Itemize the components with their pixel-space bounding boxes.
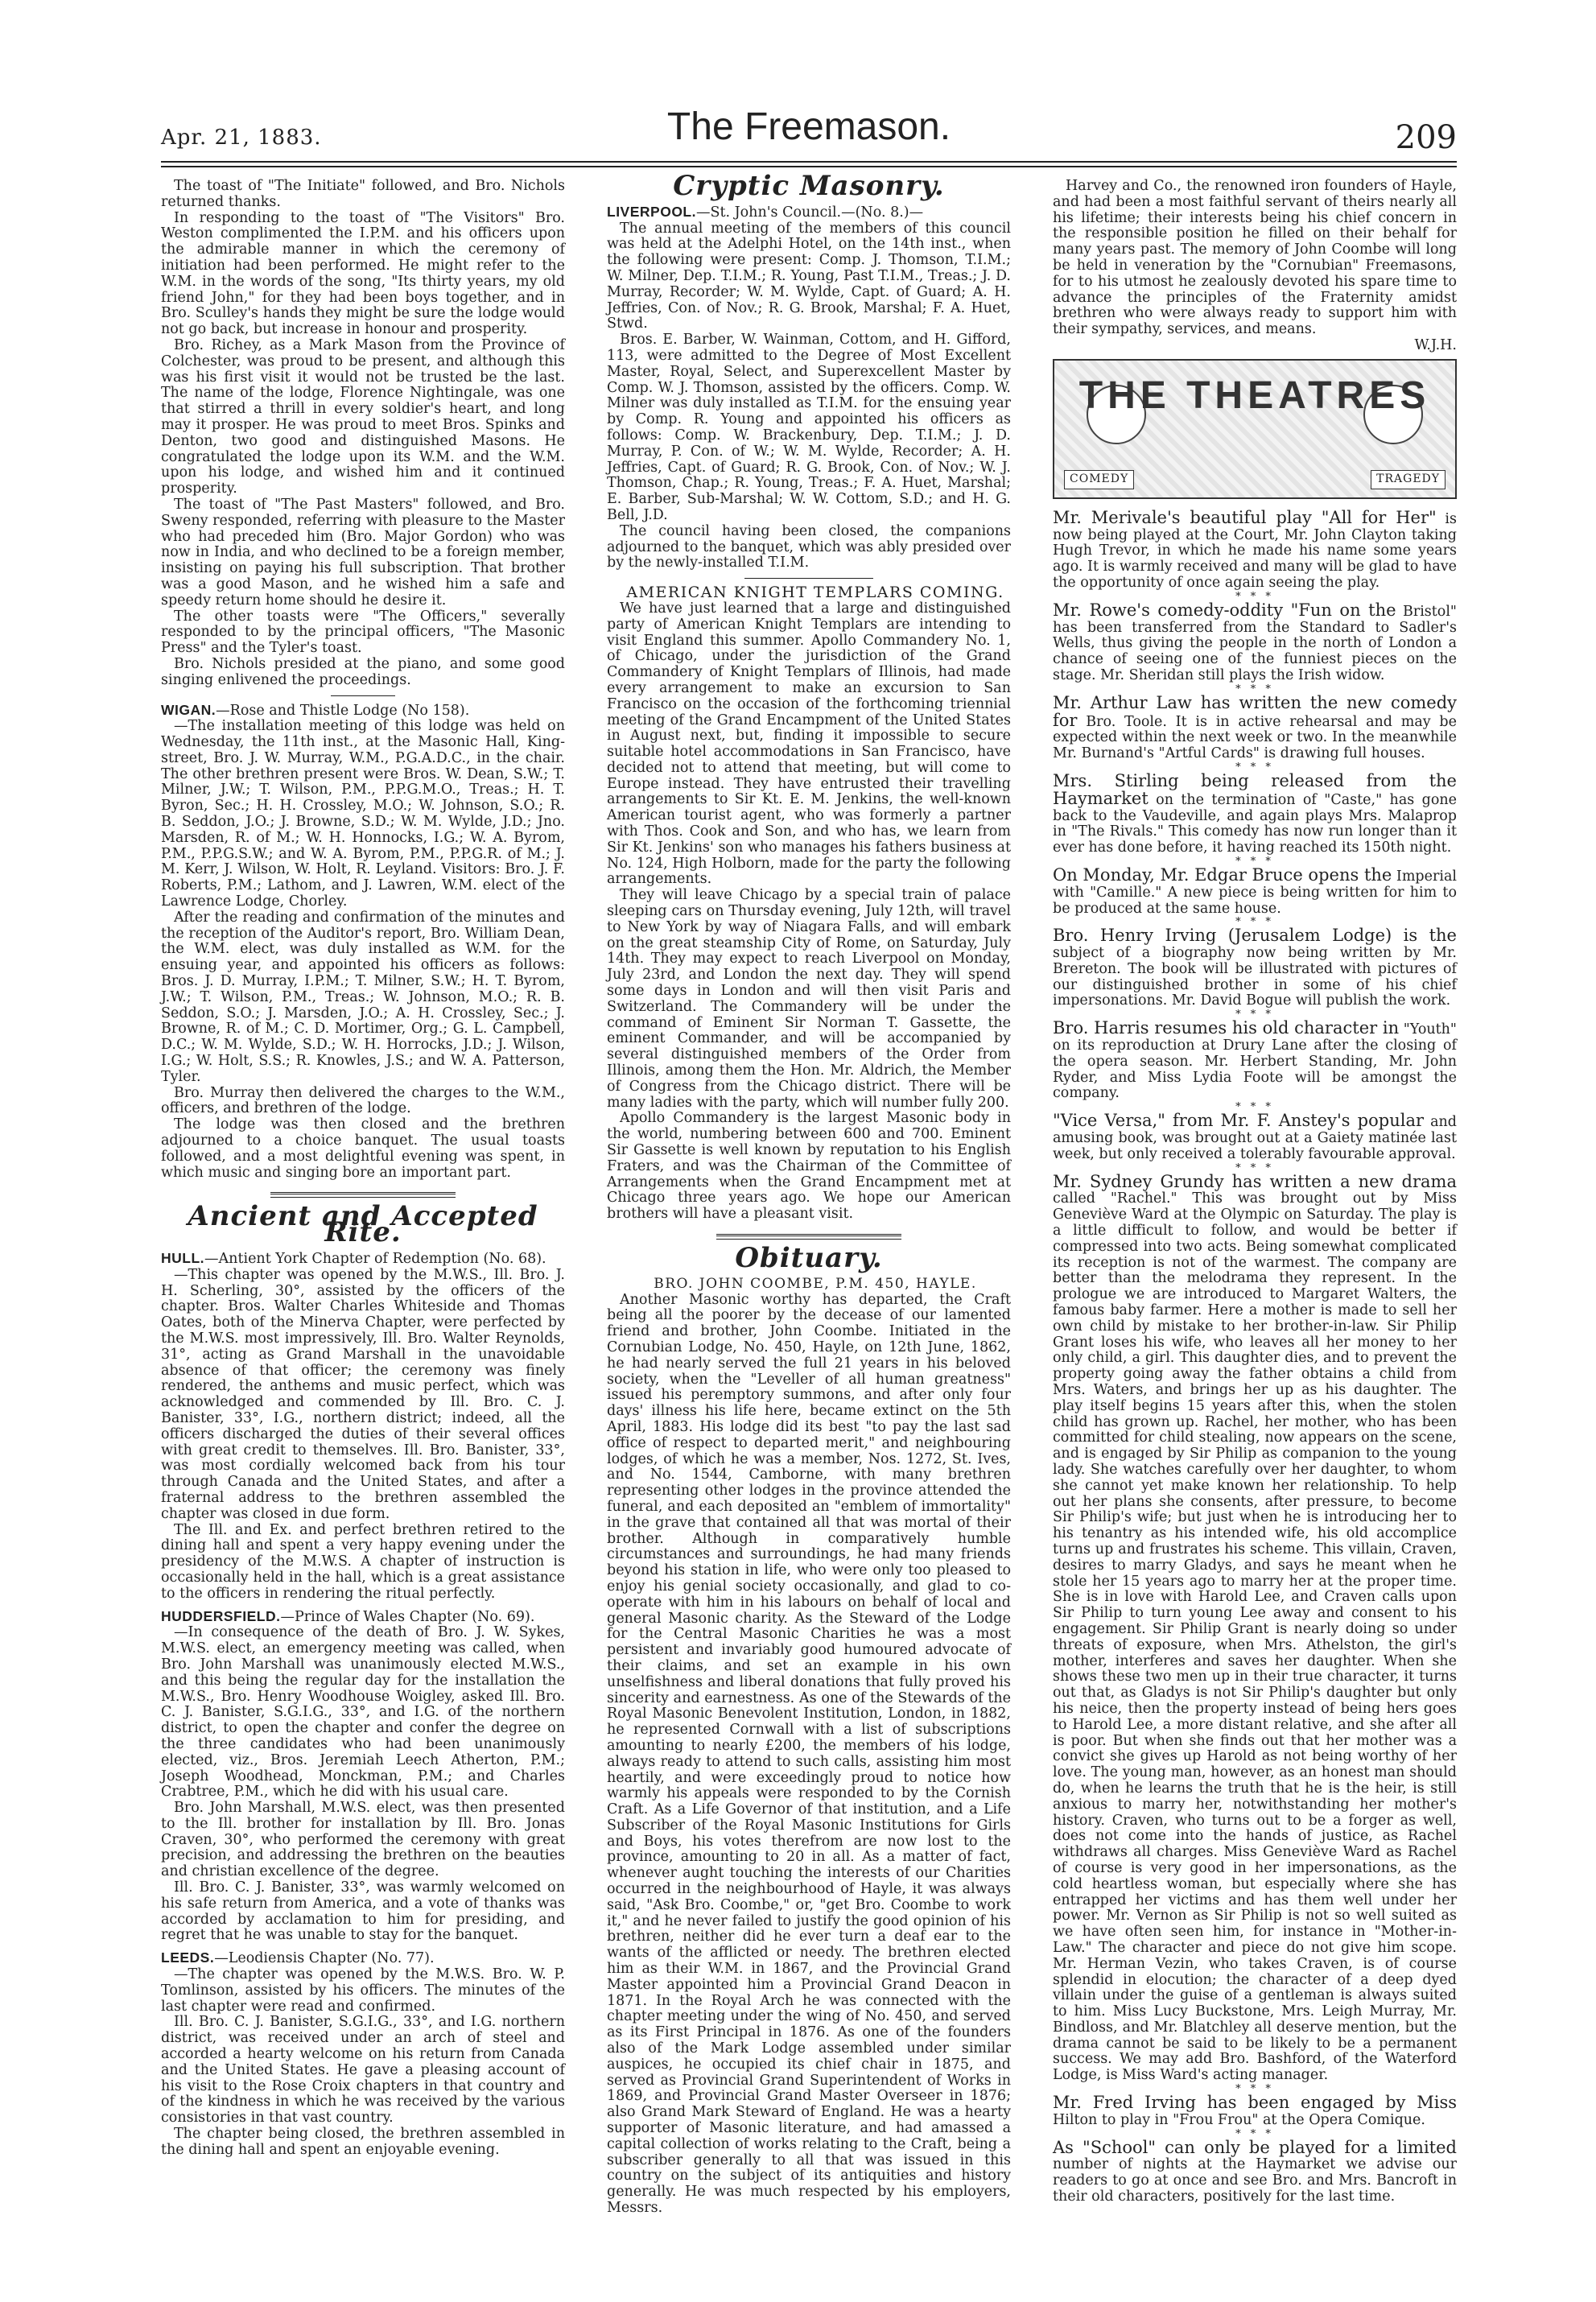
separator-stars: * * *	[1235, 590, 1274, 603]
article-paragraph: The lodge was then closed and the brethren adjourned to a choice banquet. The usual toasts followed, and a most delightful evening was spent, in which music and singing bore an important part.	[161, 1116, 565, 1181]
article-paragraph: Bro. Richey, as a Mark Mason from the Province of Colchester, was proud to be present, and although this was his first visit it would not be trusted be the last. The name of the lodge, Florence Nightingale, was one that stirred a thrill in every soldier's heart, and long may it prosper. He was proud to meet Bros. Spinks and Denton, two good and distinguished Masons. He congratulated the lodge upon its W.M. and the W.M. upon his lodge, and wished him and it continued prosperity.	[161, 336, 565, 497]
article-paragraph: Bro. John Marshall, M.W.S. elect, was then presented to the Ill. brother for installation by Ill. Bro. Jonas Craven, 30°, who performed the ceremony with great precision, and addressing the brethren on the beauties and christian excellence of the degree.	[161, 1800, 565, 1880]
theatre-item-body: on the termination of "Caste," has gone back to the Vaudeville, and again plays Mrs. Malaprop in "The Rivals." This comedy has now run longer than it ever has done before, it having reached its 150th night.	[1053, 791, 1457, 856]
article-paragraph: —The chapter was opened by the M.W.S. Bro. W. P. Tomlinson, assisted by his officers. The minutes of the last chapter were read and confirmed.	[161, 1966, 565, 2015]
article-paragraph: Ill. Bro. C. J. Banister, S.G.I.G., 33°, and I.G. northern district, was received under an arch of steel and accorded a hearty welcome on his return from Canada and the United States. He gave a pleasing account of his visit to the Rose Croix chapters in that country and of the kindness in which he was received by the various consistories in that vast country.	[161, 2014, 565, 2127]
article-paragraph: The council having been closed, the companions adjourned to the banquet, which was ably presided over by the newly-installed T.I.M.	[607, 522, 1011, 571]
article-paragraph: Bro. Murray then delivered the charges to the W.M., officers, and brethren of the lodge.	[161, 1084, 565, 1117]
report-heading: HUDDERSFIELD.	[161, 1607, 281, 1624]
theatre-item-body: Bro. Toole. It is in active rehearsal and may be expected within the next week or two. In the meanwhile Mr. Burnand's "Artful Cards" is drawing full houses.	[1053, 713, 1457, 762]
report-lodge: Rose and Thistle Lodge (No 158).	[229, 702, 470, 719]
report-lodge: Leodiensis Chapter (No. 77).	[228, 1950, 435, 1967]
section-ornament	[270, 1192, 456, 1198]
article-paragraph: Another Masonic worthy has departed, the Craft being all the poorer by the decease of our lamented friend and brother, John Coombe. Initiated in the Cornubian Lodge, No. 450, Hayle, on 12th June, 1862, he had nearly served the full 21 years in his beloved society, when the "Leveller of all human greatness" issued his peremptory summons, and after only four days' illness his life here, became extinct on the 5th April, 1883. His lodge did its best "to pay the last sad office of respect to departed merit," and neighbouring lodges, of which he was a member, Nos. 1272, St. Ives, and No. 1544, Camborne, with many brethren representing other lodges in the province attended the funeral, and each deposited an "emblem of immortality" in the grave that contained all that was mortal of their brother. Although in comparatively humble circumstances and surroundings, he had many friends beyond his station in life, who were only too pleased to enjoy his genial society occasionally, and glad to co-operate with him in his labours on behalf of local and general Masonic charity. As the Steward of the Lodge for the Central Masonic Charities he was a most persistent and invariably good humoured advocate of their claims, and set an example in his own unselfishness and liberal donations that fully proved his sincerity and earnestness. As one of the Stewards of the Royal Masonic Benevolent Institution, London, in 1882, he represented Cornwall with a list of subscriptions amounting to nearly £200, the members of his lodge, always ready to attend to such calls, assisting him most heartily, and were exceedingly proud to notice how warmly his appeals were responded to by the Cornish Craft. As a Life Governor of that institution, and a Life Subscriber of the Royal Masonic Institutions for Girls and Boys, his votes therefrom are now lost to the province, amounting to 20 in all. As a matter of fact, whenever aught touching the interests of our Charities occurred in the neighbourhood of Hayle, it was always said, "Ask Bro. Coombe," or, "get Bro. Coombe to work it," and he never failed to justify the good opinion of his brethren, neither did he ever turn a deaf ear to the wants of the afflicted or needy. The brethren elected him as their W.M. in 1867, and the Provincial Grand Master appointed him a Provincial Grand Deacon in 1871. In the Royal Arch he was connected with the chapter meeting under the wing of No. 450, and served as its First Principal in 1876. As one of the founders also of the Mark Lodge assembled under similar auspices, he occupied its chief chair in 1875, and served as Provincial Grand Superintendent of Works in 1869, and Provincial Grand Master Overseer in 1876; also Grand Mark Steward of England. He was a hearty supporter of Masonic literature, and had amassed a capital collection of works relating to the Craft, being a subscriber generally to all that was issued in this country on the subject of its antiquities and history generally. He was much respected by his employers, Messrs.	[607, 1291, 1011, 2217]
divider	[744, 578, 873, 579]
article-paragraph: Bro. Nichols presided at the piano, and some good singing enlivened the proceedings.	[161, 655, 565, 688]
theatre-item-body: number of nights at the Haymarket we advise our readers to go at once and see Bro. and Mrs. Bancroft in their old characters, positively for the last time.	[1053, 2156, 1457, 2205]
separator-stars: * * *	[1235, 855, 1274, 868]
article-paragraph: Apollo Commandery is the largest Masonic body in the world, numbering between 600 and 700. Eminent Sir Gassette is well known by reputation to his English Fraters, and was the Chairman of the Committee of Arrangements when the Grand Encampment met at Chicago three years ago. We hope our American brothers will have a pleasant visit.	[607, 1110, 1011, 1223]
theatres-banner	[1053, 359, 1457, 499]
theatre-item	[1053, 1113, 1457, 1162]
report-heading: WIGAN.	[161, 701, 217, 718]
separator-stars: * * *	[1235, 916, 1274, 929]
theatre-item-body: and amusing book, was brought out at a Gaiety matinée last week, but only received a tolerably favourable approval.	[1053, 1114, 1457, 1162]
theatre-item-body: Imperial with "Camille." A new piece is being written for him to be produced at the same house.	[1053, 868, 1457, 917]
signature: W.J.H.	[1414, 336, 1457, 353]
theatre-item-body: called "Rachel." This was brought out by Miss Geneviève Ward at the Olympic on Saturday. The play is a little difficult to follow, and would be better if compressed into two acts. Being somewhat complicated its reception is not of the warmest. The company are better than the melodrama they represent. In the prologue we are introduced to Margaret Walters, the famous baby farmer. Here a mother is made to sell her own child by mistake to her brother-in-law. Sir Philip Grant loses his wife, who leaves all her money to her only child, a girl. This daughter dies, and to prevent the property going away the father obtains a child from Mrs. Waters, and brings her up as his daughter. The play itself begins 15 years after this, when the stolen child has grown up. Rachel, her mother, who has been committed for child stealing, now appears on the scene, and is engaged by Sir Philip as companion to the young lady. She watches carefully over her daughter, to whom she cannot yet make known her relationship. To help out her plans she consents, after pressure, to become Sir Philip's wife; but just when he is introducing her to his tenantry as his intended wife, his old accomplice turns up and frustrates his scheme. This villain, Craven, desires to marry Gladys, and says he meant when he stole her 15 years ago to marry her at the proper time. She is in love with Harold Lee, and Craven calls upon Sir Philip to turn young Lee away and consent to his engagement. Sir Philip Grant is nearly doing so under threats of exposure, when Mrs. Athelston, the girl's mother, interferes and saves her daughter. When she shows these two men up in their true character, it turns out that, as Gladys is not Sir Philip's daughter but only his neice, then the property instead of being hers goes to Harold Lee, a more distant relative, and she after all is poor. But when she finds out that her mother was a convict she gives up Harold as not being worthy of her love. The young man, however, as an honest man should do, when he learns the truth that he is the heir, is still anxious to marry her, notwithstanding her mother's history. Craven, who turns out to be a forger as well, does not come into the hands of justice, as Rachel withdraws all charges. Miss Geneviève Ward as Rachel of course is very good in her impersonations, as the cold heartless woman, but especially where she has entrapped her victims and has them well under her power. Mr. Vernon as Sir Philip is not so well suited as we have often seen him, for instance in "Mother-in-Law." The character and piece do not give him scope. Mr. Herman Vezin, who takes Craven, is of course splendid in elocution; the character of a deep dyed villain under the guise of a gentleman is always suited to him. Miss Lucy Buckstone, Mrs. Leigh Murray, Mr. Bindloss, and Mr. Blatchley all deserve mention, but the drama cannot be said to be likely to be a permanent success. We may add Bro. Bashford, of the Waterford Lodge, is Miss Ward's acting manager.	[1053, 1190, 1457, 2084]
article-paragraph: The toast of "The Past Masters" followed, and Bro. Sweny responded, referring with pleasure to the Master who had preceded him (Bro. Major Gordon) who was now in India, and who declined to be a foreign member, insisting on paying his full subscription. That brother was a good Mason, and he wished him a safe and speedy return home should he desire it.	[161, 496, 565, 609]
theatre-item	[1053, 2095, 1457, 2129]
article-paragraph: The Ill. and Ex. and perfect brethren retired to the dining hall and spent a very happy evening under the presidency of the M.W.S. A chapter of instruction is occasionally held in the hall, which is a great assistance to the officers in rendering the ritual perfectly.	[161, 1521, 565, 1602]
article-paragraph: The annual meeting of the members of this council was held at the Adelphi Hotel, on the 14th inst., when the following were present: Comp. J. Thomson, T.I.M.; W. Milner, Dep. T.I.M.; R. Young, Past T.I.M., Treas.; J. D. Murray, Recorder; W. M. Wylde, Capt. of Guard; A. H. Jeffries, Con. of Nov.; R. G. Brook, Marshal; F. A. Huet, Stwd.	[607, 220, 1011, 332]
section-heading: Ancient and Accepted Rite.	[188, 1200, 538, 1249]
report-paragraph: LIVERPOOL.—St. John's Council.—(No. 8.)—	[607, 203, 924, 221]
report-heading: HULL.	[161, 1250, 205, 1266]
separator-stars: * * *	[1235, 2083, 1274, 2096]
theatre-item-body: "Youth" on its reproduction at Drury Lane after the closing of the opera season. Mr. Herbert Standing, Mr. John Ryder, and Miss Lydia Foote will be amongst the company.	[1053, 1021, 1457, 1102]
report-lodge: Prince of Wales Chapter (No. 69).	[294, 1608, 535, 1625]
article-paragraph: —This chapter was opened by the M.W.S., Ill. Bro. J. H. Scherling, 30°, assisted by the officers of the chapter. Bros. Walter Charles Whiteside and Thomas Oates, both of the Minerva Chapter, were perfected by the M.W.S. most impressively, Ill. Bro. Walter Reynolds, 31°, acting as Grand Marshall in the unavoidable absence of that officer; the ceremony was finely rendered, the anthems and music perfect, which was acknowledged and commended by Ill. Bro. C. J. Banister, 33°, I.G., northern district; indeed, all the officers discharged the duties of their several offices with great credit to themselves. Ill. Bro. Banister, 33°, was most cordially welcomed back from his tour through Canada and the United States, and after a fraternal address to the brethren assembled the chapter was closed in due form.	[161, 1266, 565, 1522]
section-ornament	[716, 1234, 901, 1240]
report-paragraph: HULL.—Antient York Chapter of Redemption (No. 68).	[161, 1250, 546, 1267]
report-paragraph: HUDDERSFIELD.—Prince of Wales Chapter (No. 69).	[161, 1607, 535, 1625]
theatre-item	[1053, 600, 1457, 684]
theatre-item-lead: Bro. Harris resumes his old character in	[1053, 1018, 1400, 1038]
article-paragraph: —The installation meeting of this lodge was held on Wednesday, the 11th inst., at the Masonic Hall, King-street, Bro. J. W. Murray, W.M., P.G.A.D.C., in the chair. The other brethren present were Bros. W. Dean, S.W.; T. Milner, J.W.; T. Wilson, P.M., P.P.G.M.O., Treas.; H. T. Byron, Sec.; H. H. Crossley, M.O.; W. Johnson, S.O.; R. B. Seddon, J.O.; J. Browne, S.D.; W. M. Wylde, J.D.; Jno. Marsden, R. of M.; W. H. Honnocks, I.G.; W. A. Byrom, P.M., P.P.G.S.W.; and W. A. Byrom, P.M., P.P.G.R. of M.; J. M. Kerr, J. Wilson, W. Holt, R. Leyland. Visitors: Bro. J. F. Roberts, P.M.; Lathom, and J. Lawren, W.M. elect of the Lawrence Lodge, Chorley.	[161, 718, 565, 910]
theatre-item-lead: On Monday, Mr. Edgar Bruce opens the	[1053, 864, 1392, 885]
column-3	[1053, 179, 1457, 2207]
section-heading: Cryptic Masonry.	[673, 170, 945, 202]
theatre-item-body: Bristol" has been transferred from the Standard to Sadler's Wells, thus giving the people in the north of London a chance of seeing one of the funniest pieces on the stage. Mr. Sheridan still plays the Irish widow.	[1053, 603, 1457, 683]
theatre-item	[1053, 1171, 1457, 2084]
separator-stars: * * *	[1235, 683, 1274, 695]
theatre-item-body: Hilton to play in "Frou Frou" at the Opera Comique.	[1053, 2111, 1425, 2128]
article-paragraph: They will leave Chicago by a special train of palace sleeping cars on Thursday evening, July 12th, will travel to New York by way of Niagara Falls, and will embark on the great steamship City of Rome, on Saturday, July 14th. They may expect to reach Liverpool on Monday, July 23rd, and London the next day. They will spend some days in London and will then visit Paris and Switzerland. The Commandery will be under the command of Eminent Sir Norman T. Gassette, the eminent Commander, and will be accompanied by several distinguished members of the Order from Illinois, among them the Hon. Mr. Aldrich, the Member of Congress from the Chicago district. There will be many ladies with the party, which will number fully 200.	[607, 887, 1011, 1111]
article-heading: AMERICAN KNIGHT TEMPLARS COMING.	[626, 584, 1004, 602]
report-paragraph: LEEDS.—Leodiensis Chapter (No. 77).	[161, 1949, 435, 1967]
theatre-item-lead: Mrs. Stirling being released from the Haymarket	[1053, 770, 1457, 808]
theatre-item	[1053, 507, 1457, 592]
theatre-item	[1053, 692, 1457, 762]
theatre-item-body: is now being played at the Court, Mr. John Clayton taking Hugh Trevor, in which he made his name some years ago. It is warmly received and many will be glad to have the opportunity of once again seeing the play.	[1053, 510, 1457, 591]
theatre-item	[1053, 928, 1457, 1009]
separator-stars: * * *	[1235, 1161, 1274, 1174]
article-paragraph: —In consequence of the death of Bro. J. W. Sykes, M.W.S. elect, an emergency meeting was called, when Bro. John Marshall was unanimously elected M.W.S., and this being the regular day for the installation the M.W.S., Bro. Henry Woodhouse Woigley, asked Ill. Bro. C. J. Banister, S.G.I.G., 33°, and I.G. of the northern district, to open the chapter and confer the degree on the three candidates who had been unanimously elected, viz., Bros. Jeremiah Leech Atherton, P.M.; Joseph Woodhead, Monckman, P.M.; and Charles Crabtree, P.M., which he did with his usual care.	[161, 1624, 565, 1801]
article-paragraph: The other toasts were "The Officers," severally responded to by the principal officers, "The Masonic Press" and the Tyler's toast.	[161, 608, 565, 657]
theatre-item	[1053, 2137, 1457, 2205]
theatre-item-lead: Mr. Merivale's beautiful play "All for Her"	[1053, 507, 1437, 527]
article-paragraph: Ill. Bro. C. J. Banister, 33°, was warmly welcomed on his safe return from America, and a vote of thanks was accorded by acclamation to him for presiding, and regret that he was unable to stay for the banquet.	[161, 1879, 565, 1944]
report-lodge: St. John's Council.—(No. 8.)—	[710, 204, 924, 221]
article-paragraph: The toast of "The Initiate" followed, and Bro. Nichols returned thanks.	[161, 178, 565, 210]
report-lodge: Antient York Chapter of Redemption (No. 68).	[218, 1251, 546, 1267]
theatre-item	[1053, 770, 1457, 856]
theatre-item-lead: Mr. Arthur Law has written the new comedy for	[1053, 692, 1457, 730]
issue-date: Apr. 21, 1883.	[161, 126, 322, 150]
column-2	[607, 170, 1011, 2217]
divider	[331, 695, 395, 696]
theatre-item	[1053, 864, 1457, 917]
report-paragraph: WIGAN.—Rose and Thistle Lodge (No 158).	[161, 701, 470, 719]
theatre-item-lead: Bro. Henry Irving (Jerusalem Lodge) is the	[1053, 926, 1457, 946]
article-paragraph: Harvey and Co., the renowned iron founders of Hayle, and had been a most faithful servant of theirs nearly all his lifetime; their interests being his chief concern in the responsible position he filled on their behalf for many years past. The memory of John Coombe will long be held in veneration by the "Cornubian" Freemasons, for to his utmost he zealously devoted his spare time to advance the principles of the Fraternity amidst brethren who were always ready to support him with their sympathy, services, and means.	[1053, 178, 1457, 338]
banner-title: THE THEATRES	[1078, 373, 1431, 417]
theatre-item-lead: Mr. Sydney Grundy has written a new drama	[1053, 1171, 1457, 1191]
banner-label-tragedy: TRAGEDY	[1371, 470, 1445, 489]
section-heading: Obituary.	[735, 1242, 883, 1274]
article-paragraph: After the reading and confirmation of the minutes and the reception of the Auditor's report, Bro. William Dean, the W.M. elect, was duly installed as W.M. for the ensuing year, and appointed his officers as follows: Bros. J. D. Murray, I.P.M.; T. Milner, S.W.; H. T. Byrom, J.W.; T. Wilson, P.M., Treas.; W. Johnson, M.O.; R. B. Seddon, S.O.; J. Marsden, J.O.; A. H. Crossley, Sec.; J. Browne, R. of M.; C. D. Mortimer, Org.; G. L. Campbell, D.C.; W. M. Wylde, S.D.; W. H. Horrocks, J.D.; J. Wilson, I.G.; W. Holt, S.S.; R. Knowles, J.S.; and W. A. Patterson, Tyler.	[161, 909, 565, 1085]
report-heading: LIVERPOOL.	[607, 203, 696, 220]
theatre-item-lead: As "School" can only be played for a limited	[1053, 2137, 1457, 2157]
article-paragraph: The chapter being closed, the brethren assembled in the dining hall and spent an enjoyable evening.	[161, 2126, 565, 2158]
separator-stars: * * *	[1235, 2127, 1274, 2140]
theatre-item-lead: Mr. Rowe's comedy-oddity "Fun on the	[1053, 600, 1396, 620]
article-paragraph: Bros. E. Barber, W. Wainman, Cottom, and H. Gifford, 113, were admitted to the Degree of Most Excellent Master, Royal, Select, and Superexcellent Master by Comp. W. J. Thomson, assisted by the officers. Comp. W. Milner was duly installed as T.I.M. for the ensuing year by Comp. R. Young and appointed his officers as follows: Comp. W. Brackenbury, Dep. T.I.M.; J. D. Murray, P. Con. of W.; W. M. Wylde, Recorder; A. H. Jeffries, Capt. of Guard; R. G. Brook, Con. of Nov.; W. J. Thomson, Chap.; R. Young, Treas.; F. A. Huet, Marshal; E. Barber, Sub-Marshal; W. W. Cottom, S.D.; and H. G. Bell, J.D.	[607, 332, 1011, 523]
article-paragraph: We have just learned that a large and distinguished party of American Knight Templars are intending to visit England this summer. Apollo Commandery No. 1, of Chicago, under the jurisdiction of the Grand Commandery of Knight Templars of Illinois, had made every arrangement to make an excursion to San Francisco on the occasion of the forthcoming triennial meeting of the Grand Encampment of the United States in August next, but, finding it impossible to secure suitable hotel accommodations in San Francisco, have decided not to attend that meeting, but will come to Europe instead. They have entrusted their travelling arrangements to Sir Kt. E. M. Jenkins, the well-known American tourist agent, who was formerly a partner with Thos. Cook and Son, and who has, we learn from Sir Kt. Jenkins' son who manages his fathers business at No. 124, High Holborn, made for the party the following arrangements.	[607, 600, 1011, 888]
theatre-item-lead: "Vice Versa," from Mr. F. Anstey's popular	[1053, 1111, 1425, 1131]
report-heading: LEEDS.	[161, 1949, 215, 1966]
article-paragraph: In responding to the toast of "The Visitors" Bro. Weston complimented the I.P.M. and his officers upon the admirable manner in which the ceremony of initiation had been performed. He might refer to the W.M. in the words of the song, "Its thirty years, my old friend John," for they had been boys together, and in Bro. Sculley's hands they might be sure the lodge would not go back, but increase in honour and prosperity.	[161, 209, 565, 338]
theatre-item-body: subject of a biography now being written by Mr. Brereton. The book will be illustrated with pictures of our distinguished brother in some of his chief impersonations. Mr. David Bogue will publish the work.	[1053, 945, 1457, 1009]
separator-stars: * * *	[1235, 761, 1274, 774]
newspaper-title: The Freemason.	[666, 105, 951, 148]
separator-stars: * * *	[1235, 1009, 1274, 1021]
masthead	[161, 105, 1457, 161]
column-1	[161, 179, 565, 2207]
masthead-rule-top	[161, 161, 1457, 163]
theatre-item	[1053, 1018, 1457, 1102]
obituary-heading: BRO. JOHN COOMBE, P.M. 450, HAYLE.	[654, 1275, 977, 1292]
page-number: 209	[1395, 119, 1457, 156]
masthead-rule-bottom	[161, 166, 1457, 167]
theatre-item-lead: Mr. Fred Irving has been engaged by Miss	[1053, 2093, 1457, 2113]
separator-stars: * * *	[1235, 1101, 1274, 1114]
banner-label-comedy: COMEDY	[1064, 470, 1134, 489]
